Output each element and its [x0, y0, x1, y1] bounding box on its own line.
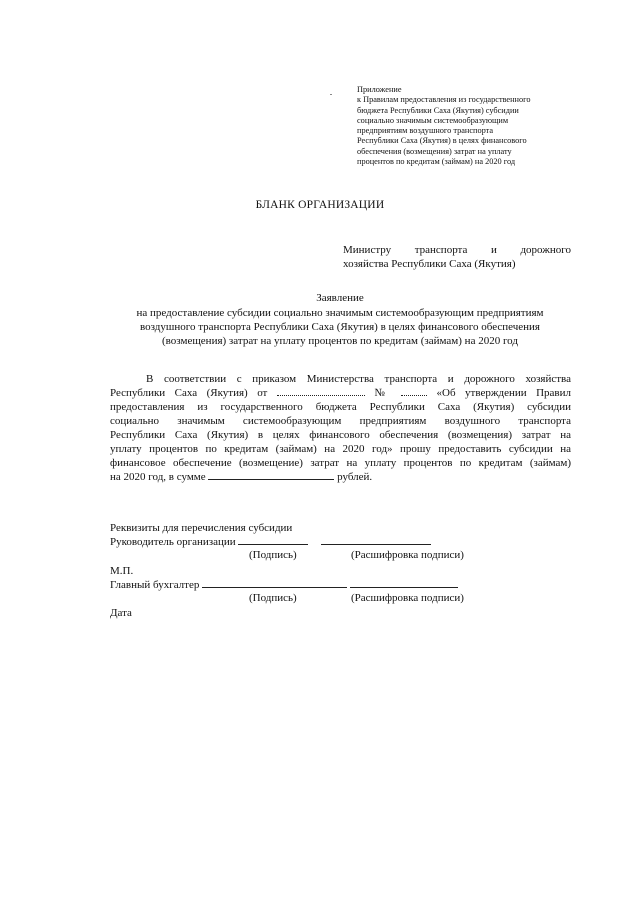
amount-field[interactable]	[208, 470, 334, 480]
order-number-field[interactable]	[401, 386, 427, 396]
application-subtitle	[110, 306, 570, 348]
subtitle-line: на предоставление субсидии социально значимым системообразующим предприятиям	[136, 307, 544, 319]
head-row	[110, 535, 431, 549]
body-text-fragment: рублей.	[337, 471, 373, 483]
body-text-fragment: Республики Саха (Якутия) от	[110, 387, 268, 399]
body-line: Республики Саха (Якутия) в целях финансового обеспечения (возмещения) затрат на	[110, 429, 571, 441]
annex-line: бюджета Республики Саха (Якутия) субсидии	[357, 105, 519, 115]
body-line	[110, 470, 571, 484]
body-line: уплату процентов по кредитам (займам) на 2020 год» прошу предоставить субсидии на	[110, 443, 571, 455]
number-sign: №	[374, 387, 392, 399]
accountant-decoding-caption: (Расшифровка подписи)	[351, 592, 464, 604]
body-line	[110, 386, 571, 400]
addressee-block	[343, 243, 571, 271]
annex-line: обеспечения (возмещения) затрат на уплату	[357, 146, 512, 156]
application-title: Заявление	[316, 292, 364, 304]
annex-line: предприятиям воздушного транспорта	[357, 126, 494, 136]
accountant-signature-field[interactable]	[202, 578, 347, 588]
annex-note	[357, 85, 587, 167]
annex-line: социально значимым системообразующим	[357, 115, 509, 125]
accountant-decoding-field[interactable]	[350, 578, 458, 588]
accountant-row	[110, 578, 458, 592]
annex-line: к Правилам предоставления из государственного	[357, 95, 531, 105]
requisites-label: Реквизиты для перечисления субсидии	[110, 522, 293, 534]
head-decoding-field[interactable]	[321, 535, 431, 545]
order-date-field[interactable]	[277, 386, 365, 396]
annex-line: процентов по кредитам (займам) на 2020 год	[357, 157, 516, 167]
date-label: Дата	[110, 607, 132, 619]
body-line: финансовое обеспечение (возмещение) затрат на уплату процентов по кредитам (займам)	[110, 457, 571, 469]
form-header: БЛАНК ОРГАНИЗАЦИИ	[255, 199, 385, 211]
accountant-signature-caption: (Подпись)	[249, 592, 297, 604]
body-line: В соответствии с приказом Министерства транспорта и дорожного хозяйства	[146, 373, 571, 385]
stamp-label: М.П.	[110, 565, 134, 577]
body-line: социально значимым системообразующим предприятиям воздушного транспорта	[110, 415, 571, 427]
annex-line: Республики Саха (Якутия) в целях финансового	[357, 136, 527, 146]
head-decoding-caption: (Расшифровка подписи)	[351, 549, 464, 561]
addressee-line: Министру транспорта и дорожного	[343, 244, 571, 256]
scan-speck	[330, 94, 332, 95]
head-signature-field[interactable]	[238, 535, 308, 545]
subtitle-line: (возмещения) затрат на уплату процентов по кредитам (займам) на 2020 год	[162, 335, 518, 347]
body-line: предоставления из государственного бюджета Республики Саха (Якутия) субсидии	[110, 401, 571, 413]
body-text-fragment: на 2020 год, в сумме	[110, 471, 206, 483]
subtitle-line: воздушного транспорта Республики Саха (Якутия) в целях финансового обеспечения	[139, 321, 540, 333]
head-label: Руководитель организации	[110, 536, 236, 548]
body-text-fragment: «Об утверждении Правил	[436, 387, 571, 399]
accountant-label: Главный бухгалтер	[110, 579, 200, 591]
head-signature-caption: (Подпись)	[249, 549, 297, 561]
annex-line: Приложение	[357, 85, 402, 94]
addressee-line: хозяйства Республики Саха (Якутия)	[343, 258, 516, 270]
application-body	[110, 372, 571, 484]
